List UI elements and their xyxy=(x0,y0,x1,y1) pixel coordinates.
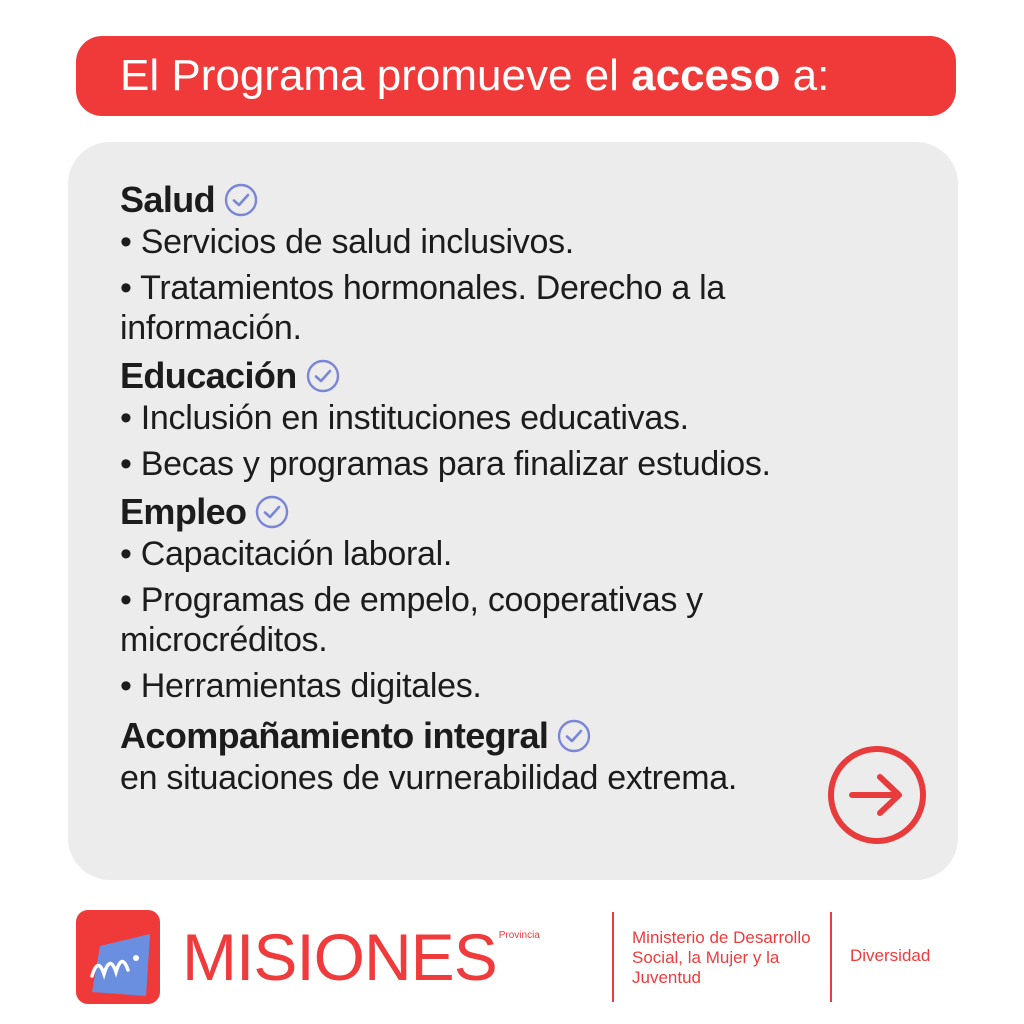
brand-name: MISIONES xyxy=(182,920,497,994)
section-salud-title xyxy=(120,178,910,222)
list-item: • Capacitación laboral. xyxy=(120,535,452,573)
program-list xyxy=(120,178,910,804)
header-title-end: a: xyxy=(792,51,830,100)
list-item: • Becas y programas para finalizar estudios. xyxy=(120,445,771,483)
acompanamiento-text: en situaciones de vurnerabilidad extrema. xyxy=(120,759,738,797)
educacion-heading: Educación xyxy=(120,355,297,396)
empleo-heading: Empleo xyxy=(120,491,247,532)
check-circle-icon xyxy=(254,494,290,530)
next-arrow-button[interactable] xyxy=(828,746,926,844)
header-title-start: El Programa promueve el xyxy=(120,51,619,100)
check-circle-icon xyxy=(223,182,259,218)
check-circle-icon xyxy=(305,358,341,394)
ministry-label: Ministerio de Desarrollo Social, la Mujer y la Juventud xyxy=(632,928,811,987)
arrow-right-icon xyxy=(848,772,906,818)
header-title-bold: acceso xyxy=(631,51,781,100)
footer-divider xyxy=(830,912,832,1002)
header-banner xyxy=(76,36,956,116)
section-acompanamiento-title xyxy=(120,714,910,758)
list-item: • Servicios de salud inclusivos. xyxy=(120,223,574,261)
area-label: Diversidad xyxy=(850,946,931,965)
list-item: • Programas de empelo, cooperativas y microcréditos. xyxy=(120,581,703,659)
footer-divider xyxy=(612,912,614,1002)
salud-heading: Salud xyxy=(120,179,216,220)
list-item: • Inclusión en instituciones educativas. xyxy=(120,399,689,437)
brand-superscript: Provincia xyxy=(498,930,540,941)
section-educacion-title xyxy=(120,354,910,398)
misiones-logo-icon xyxy=(76,910,160,1004)
acompanamiento-heading: Acompañamiento integral xyxy=(120,715,549,756)
check-circle-icon xyxy=(556,718,592,754)
section-empleo-title xyxy=(120,490,910,534)
brand-wordmark xyxy=(182,922,540,992)
list-item: • Tratamientos hormonales. Derecho a la información. xyxy=(120,269,725,347)
list-item: • Herramientas digitales. xyxy=(120,667,482,705)
